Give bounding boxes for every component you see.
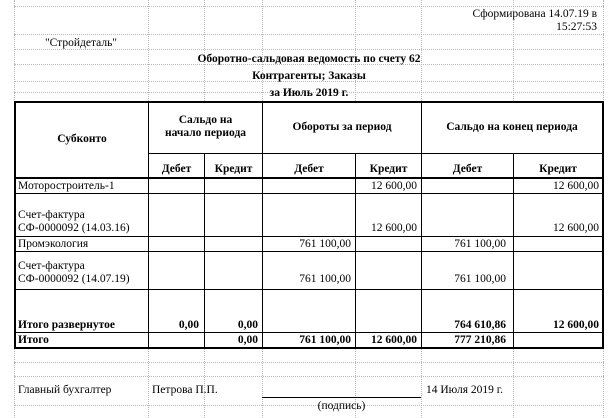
table-border [14,251,604,252]
table-border [14,101,604,103]
column-turn-credit: Кредит [369,163,408,175]
total-expanded-close-debit: 764 610,86 [454,319,506,331]
table-border [14,289,604,290]
column-open-debit: Дебет [161,163,192,175]
report-period: за Июль 2019 г. [269,87,349,99]
grid-line [14,34,604,35]
row-2-name-line2: СФ-0000092 (14.03.16) [18,222,130,234]
row-1-close-credit: 12 600,00 [553,180,599,192]
row-4-name-line2: СФ-0000092 (14.07.19) [18,273,130,285]
table-border [204,153,205,347]
table-border [14,347,604,349]
signer-role: Главный бухгалтер [18,384,112,396]
generated-time: 15:27:53 [556,21,597,33]
signature-caption: (подпись) [317,400,366,412]
table-border [602,101,604,349]
total-close-debit: 777 210,86 [454,334,506,346]
column-opening-balance-line1: Сальдо на [178,114,233,126]
grid-line [513,349,514,418]
total-label: Итого [18,334,49,346]
row-2-turn-credit: 12 600,00 [371,222,417,234]
total-expanded-close-credit: 12 600,00 [553,319,599,331]
grid-line [204,0,205,101]
table-border [14,177,604,179]
generated-label: Сформирована 14.07.19 в [472,8,597,20]
row-1-turn-credit: 12 600,00 [371,180,417,192]
row-4-close-debit: 761 100,00 [454,273,506,285]
total-expanded-label: Итого развернутое [18,319,115,331]
column-close-credit: Кредит [539,163,577,175]
grid-line [421,0,422,101]
table-border [421,101,422,347]
column-open-credit: Кредит [214,163,253,175]
grid-line [14,362,604,363]
total-turn-credit: 12 600,00 [371,334,417,346]
row-2-name-line1: Счет-фактура [18,209,85,221]
row-3-turn-debit: 761 100,00 [299,238,351,250]
grid-line [14,6,604,7]
table-border [14,332,604,333]
grid-line [355,0,356,101]
signature-date: 14 Июля 2019 г. [426,384,504,396]
row-4-name-line1: Счет-фактура [18,260,85,272]
table-border [14,193,604,194]
row-4-turn-debit: 761 100,00 [299,273,351,285]
total-expanded-open-credit: 0,00 [237,319,258,331]
column-subkonto: Субконто [57,133,107,145]
column-close-debit: Дебет [452,163,483,175]
row-1-name: Моторостроитель-1 [18,180,115,192]
row-2-close-credit: 12 600,00 [553,222,599,234]
table-border [148,153,604,154]
column-opening-balance-line2: начало периода [164,127,247,139]
report-title: Оборотно-сальдовая ведомость по счету 62 [197,53,421,65]
report-subtitle: Контрагенты; Заказы [252,70,366,82]
table-border [262,101,263,347]
grid-line [421,349,422,418]
row-3-close-debit: 761 100,00 [454,238,506,250]
signer-name: Петрова П.П. [152,384,218,396]
table-border [14,236,604,237]
signature-line [262,397,421,398]
total-open-credit: 0,00 [237,334,258,346]
organization-name: "Стройдеталь" [44,37,118,49]
column-turnover: Обороты за период [292,121,392,133]
column-turn-debit: Дебет [294,163,324,175]
row-3-name: Промэкология [18,238,89,250]
grid-line [262,0,263,101]
grid-line [14,376,604,377]
grid-line [148,0,149,101]
column-closing-balance: Сальдо на конец периода [446,121,578,133]
grid-line [148,349,149,418]
total-turn-debit: 761 100,00 [299,334,351,346]
total-expanded-open-debit: 0,00 [178,319,199,331]
